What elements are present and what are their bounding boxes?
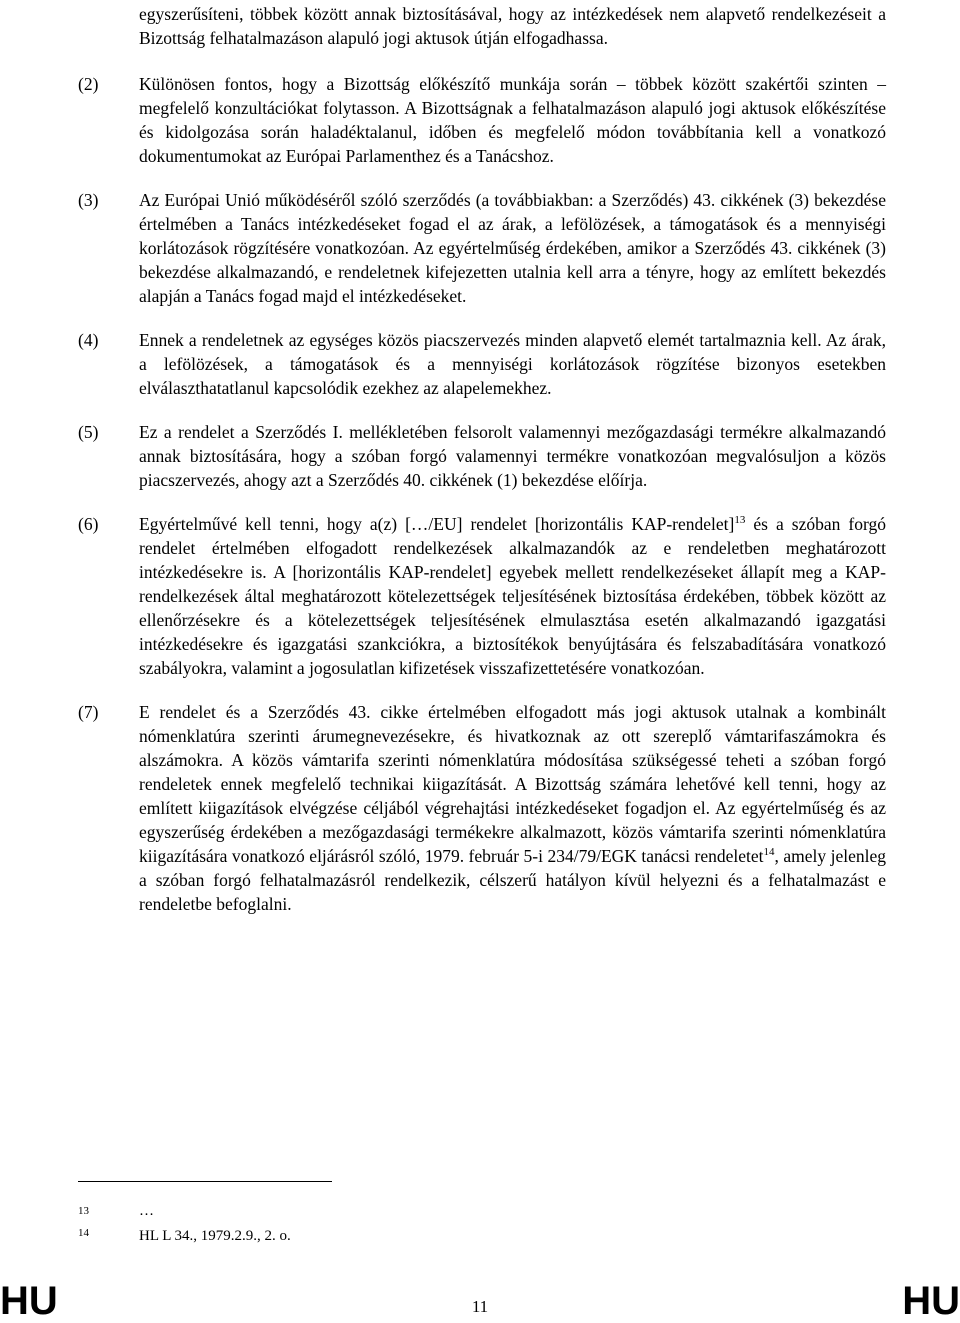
footnote-ref-13[interactable]: 13 [734, 514, 746, 526]
footnote-number: 13 [78, 1205, 89, 1217]
recital-6 [78, 512, 886, 680]
recital-3 [78, 188, 886, 308]
recital-4 [78, 328, 886, 400]
footnote-ref-14[interactable]: 14 [763, 846, 775, 858]
footer-language-left: HU [0, 1279, 58, 1323]
document-body [78, 0, 886, 916]
recital-text-part: E rendelet és a Szerződés 43. cikke értelmében elfogadott más jogi aktusok utalnak a kombinált nómenklatúra szerinti árumegnevezésekre, és hivatkoznak az ott szereplő vámtarifaszámokra és alszámokra. A közös vámtarifa szerinti nómenklatúra módosítása szükségessé teheti a szóban forgó rendeletek ennek megfelelő technikai kiigazítását. A Bizottság számára lehetővé kell tenni, hogy az említett kiigazítások elvégzése céljából végrehajtási intézkedéseket fogadjon el. Az egyértelműség és az egyszerűség érdekében a mezőgazdasági termékekre alkalmazott, közös vámtarifa szerinti nómenklatúra kiigazítására vonatkozó eljárásról szóló, 1979. február 5-i 234/79/EGK tanácsi rendeletet [139, 702, 886, 866]
recital-text [139, 700, 886, 916]
recital-text-part: és a szóban forgó rendelet értelmében elfogadott rendelkezések alkalmazandók az e rendeletben meghatározott intézkedésekre is. A [horizontális KAP-rendelet] egyebek mellett rendelkezéseket állapít meg a KAP-rendelkezések által meghatározott kötelezettségek teljesítésének biztosítása érdekében, többek között az ellenőrzésekre és a kötelezettségek teljesítésének elmulasztása esetén alkalmazandó igazgatási intézkedésekre és igazgatási szankciókra, a biztosítékok benyújtására és felszabadítására vonatkozó szabályokra, valamint a jogosulatlan kifizetések visszafizettetésére vonatkozóan. [139, 514, 887, 678]
recital-7 [78, 700, 886, 916]
recital-number: (4) [78, 330, 99, 350]
recital-number: (2) [78, 74, 99, 94]
recital-text-part: Egyértelművé kell tenni, hogy a(z) […/EU] rendelet [horizontális KAP-rendelet] [139, 514, 735, 534]
footnote-text: … [139, 1203, 154, 1219]
recital-number: (5) [78, 422, 99, 442]
page-number: 11 [471, 1297, 489, 1316]
footnote-13 [78, 1202, 154, 1220]
recital-number: (3) [78, 190, 99, 210]
footnote-text: HL L 34., 1979.2.9., 2. o. [139, 1228, 291, 1244]
recital-text: Ennek a rendeletnek az egységes közös piacszervezés minden alapvető elemét tartalmaznia kell. Az árak, a lefölözések, a támogatások és a mennyiségi korlátozások rögzítése bizonyos esetekben elválaszthatatlanul kapcsolódik ezekhez az alapelemekhez. [139, 330, 886, 398]
recital-text: Az Európai Unió működéséről szóló szerződés (a továbbiakban: a Szerződés) 43. cikkének (3) bekezdése értelmében a Tanács intézkedéseket fogad el az árak, a lefölözések, a támogatások és a mennyiségi korlátozások rögzítésére vonatkozóan. Az egyértelműség érdekében, amikor a Szerződés 43. cikkének (3) bekezdése alkalmazandó, e rendeletnek kifejezetten utalnia kell arra a tényre, hogy az említett bekezdés alapján a Tanács fogad majd el intézkedéseket. [139, 190, 886, 306]
footnote-number: 14 [78, 1227, 89, 1239]
recital-number: (7) [78, 702, 99, 722]
recital-text-part: , amely jelenleg a szóban forgó felhatalmazásról rendelkezik, célszerű hatályon kívül helyezni és a felhatalmazást e rendeletbe befoglalni. [139, 846, 886, 914]
footer-language-right: HU [902, 1279, 960, 1323]
recital-text: Különösen fontos, hogy a Bizottság előkészítő munkája során – többek között szakértői szinten – megfelelő konzultációkat folytasson. A Bizottságnak a felhatalmazáson alapuló jogi aktusok előkészítése és kidolgozása során haladéktalanul, időben és megfelelő módon továbbítania kell a vonatkozó dokumentumokat az Európai Parlamenthez és a Tanácshoz. [139, 74, 886, 166]
recital-number: (6) [78, 514, 99, 534]
footnote-14 [78, 1224, 291, 1242]
footnote-divider [78, 1181, 332, 1182]
recital-2 [78, 72, 886, 168]
intro-paragraph: egyszerűsíteni, többek között annak biztosításával, hogy az intézkedések nem alapvető rendelkezéseit a Bizottság felhatalmazáson alapuló jogi aktusok útján elfogadhassa. [139, 4, 886, 48]
recital-text: Ez a rendelet a Szerződés I. mellékletében felsorolt valamennyi mezőgazdasági termékre alkalmazandó annak biztosítására, hogy a szóban forgó valamennyi termékre vonatkozóan megvalósuljon a közös piacszervezés, ahogy azt a Szerződés 40. cikkének (1) bekezdése előírja. [139, 422, 886, 490]
recital-text [139, 512, 886, 680]
recital-5 [78, 420, 886, 492]
